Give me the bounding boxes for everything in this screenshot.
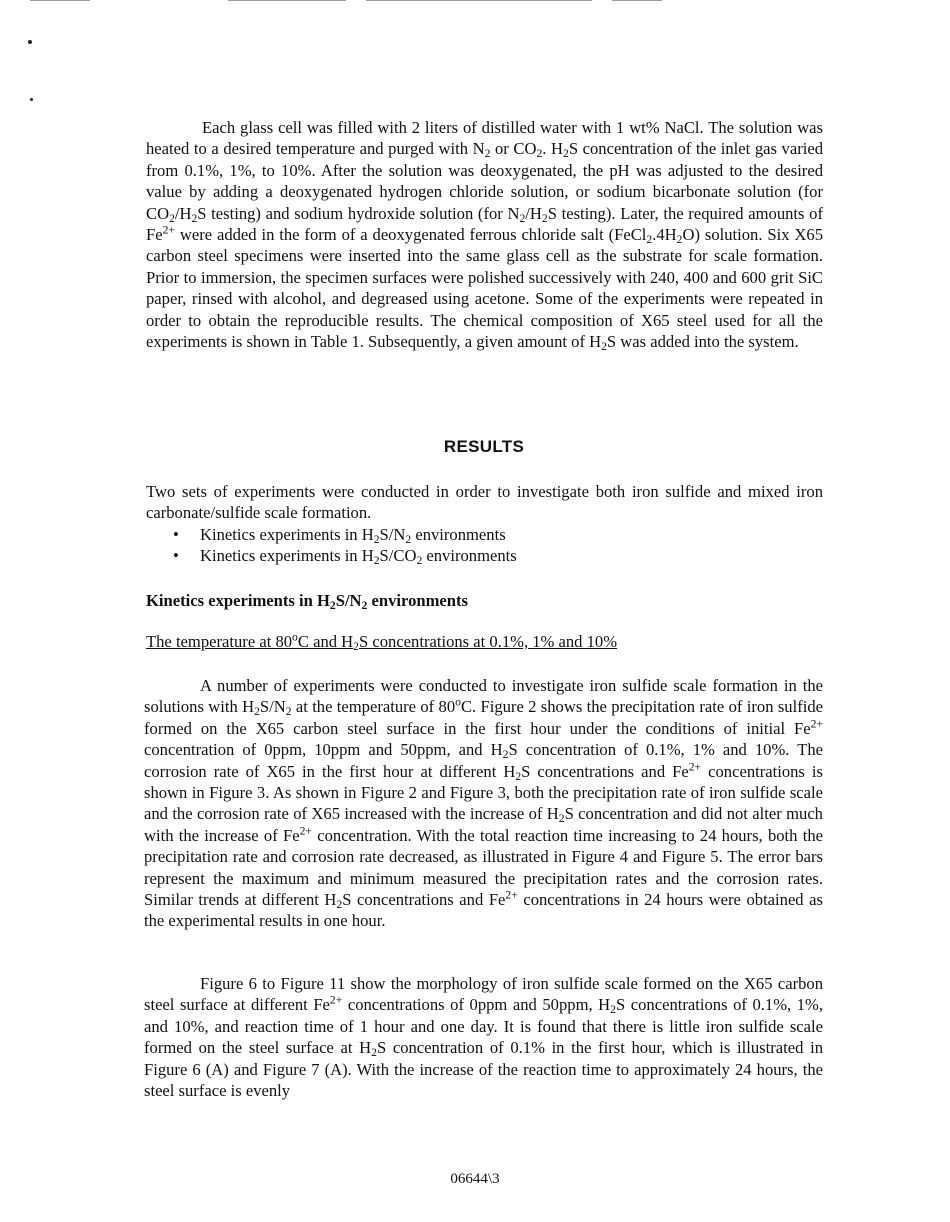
results-intro: Two sets of experiments were conducted in order to investigate both iron sulfide and mixed iron carbonate/sulfide scale formation. bbox=[146, 482, 823, 523]
list-item: • Kinetics experiments in $H_2S/N_2$ environments bbox=[173, 525, 506, 546]
intro-paragraph: Each glass cell was filled with 2 liters of distilled water with 1 wt% NaCl. The solution was heated to a desired temperature and purged with $N_2$ or $CO_2$. $H_2S$ concentration of the inlet gas varied from 0.1%, 1%, to 10%. After the solution was deoxygenated, the pH was adjusted to the desired value by adding a deoxygenated hydrogen chloride solution, or sodium bicarbonate solution (for $CO_2/H_2S$ testing) and sodium hydroxide solution (for $N_2/H_2S$ testing). Later, the required amounts of $Fe^{2+}$ were added in the form of a deoxygenated ferrous chloride salt $(FeCl_2.4H_2O)$ solution. Six X65 carbon steel specimens were inserted into the same glass cell as the substrate for scale formation. Prior to immersion, the specimen surfaces were polished successively with 240, 400 and 600 grit SiC paper, rinsed with alcohol, and degreased using acetone. Some of the experiments were repeated in order to obtain the reproducible results. The chemical composition of X65 steel used for all the experiments is shown in Table 1. Subsequently, a given amount of $H_2S$ was added into the system. bbox=[146, 118, 824, 353]
bullet-icon: • bbox=[173, 525, 179, 544]
scan-line bbox=[612, 0, 662, 1]
scan-line bbox=[228, 0, 346, 1]
list-item: • Kinetics experiments in $H_2S/CO_2$ environments bbox=[173, 546, 517, 568]
page-footer-id: 06644\3 bbox=[450, 1171, 500, 1187]
section-title-results: RESULTS bbox=[443, 437, 525, 456]
bullet-icon: • bbox=[173, 546, 179, 566]
body-paragraph: A number of experiments were conducted to investigate iron sulfide scale formation in the solutions with $H_2S/N_2$ at the temperature of 80$^o$C. Figure 2 shows the precipitation rate of iron sulfide formed on the X65 carbon steel surface in the first hour under the conditions of initial $Fe^{2+}$ concentration of 0ppm, 10ppm and 50ppm, and $H_2S$ concentration of 0.1%, 1% and 10%. The corrosion rate of X65 in the first hour at different $H_2S$ concentrations and $Fe^{2+}$ concentrations is shown in Figure 3. As shown in Figure 2 and Figure 3, both the precipitation rate of iron sulfide scale and the corrosion rate of X65 increased with the increase of $H_2S$ concentration and did not alter much with the increase of $Fe^{2+}$ concentration. With the total reaction time increasing to 24 hours, both the precipitation rate and corrosion rate decreased, as illustrated in Figure 4 and Figure 5. The error bars represent the maximum and minimum measured the precipitation rates and the corrosion rates. Similar trends at different $H_2S$ concentrations and $Fe^{2+}$ concentrations in 24 hours were obtained as the experimental results in one hour. bbox=[144, 676, 823, 931]
scan-speck bbox=[28, 40, 32, 44]
scan-line bbox=[366, 0, 592, 1]
scan-line bbox=[30, 0, 90, 1]
scan-speck bbox=[30, 98, 33, 101]
subsection-heading: Kinetics experiments in $H_2S/N_2$ environments bbox=[146, 591, 468, 612]
experiment-list bbox=[173, 524, 517, 567]
underlined-subheading: The temperature at 80$^o$C and $H_2S$ concentrations at 0.1%, 1% and 10% bbox=[146, 630, 618, 653]
body-paragraph: Figure 6 to Figure 11 show the morphology of iron sulfide scale formed on the X65 carbon steel surface at different $Fe^{2+}$ concentrations of 0ppm and 50ppm, $H_2S$ concentrations of 0.1%, 1%, and 10%, and reaction time of 1 hour and one day. It is found that there is little iron sulfide scale formed on the steel surface at $H_2S$ concentration of 0.1% in the first hour, which is illustrated in Figure 6 (A) and Figure 7 (A). With the increase of the reaction time to approximately 24 hours, the steel surface is evenly bbox=[144, 974, 823, 1101]
